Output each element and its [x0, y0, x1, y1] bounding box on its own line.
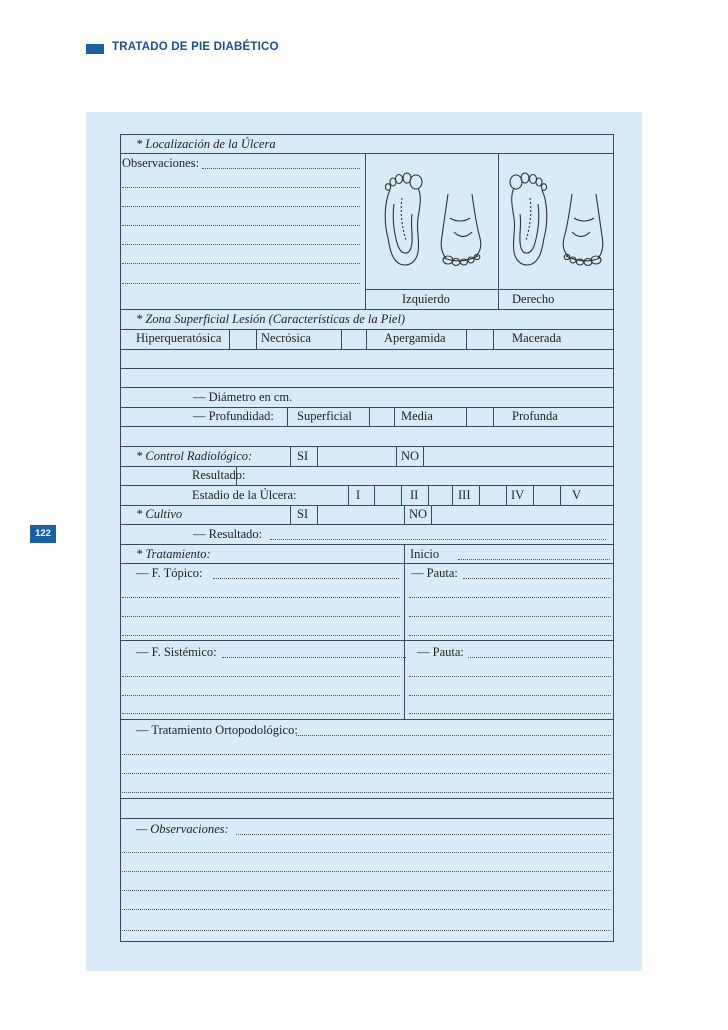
radiologico-no[interactable]: NO [401, 449, 420, 463]
col-line [560, 485, 561, 505]
dotted-line[interactable] [236, 834, 611, 835]
grade-v[interactable]: V [572, 488, 582, 502]
grade-iii[interactable]: III [458, 488, 471, 502]
row-line [120, 640, 614, 641]
col-line [423, 446, 424, 466]
col-line [317, 446, 318, 466]
col-line [256, 329, 257, 349]
dotted-line[interactable] [409, 713, 611, 714]
dotted-line[interactable] [122, 930, 611, 931]
row-line [120, 524, 614, 525]
dotted-line[interactable] [122, 890, 611, 891]
topico-label: — F. Tópico: [136, 566, 203, 580]
row-line [120, 485, 614, 486]
col-line [229, 329, 230, 349]
localizacion-title: * Localización de la Úlcera [136, 137, 276, 151]
row-line [120, 818, 614, 819]
dotted-line[interactable] [122, 852, 611, 853]
dotted-line[interactable] [222, 657, 406, 658]
ortopodologico-label: — Tratamiento Ortopodológico: [136, 723, 298, 737]
option-macerada[interactable]: Macerada [512, 331, 562, 345]
dotted-line[interactable] [409, 676, 611, 677]
dotted-line[interactable] [122, 597, 400, 598]
grade-ii[interactable]: II [410, 488, 419, 502]
right-foot-sole-icon [506, 168, 552, 268]
header-accent-bar [86, 44, 104, 54]
row-line [120, 407, 614, 408]
running-header-title: TRATADO DE PIE DIABÉTICO [112, 41, 279, 53]
cultivo-title: * Cultivo [136, 507, 183, 521]
col-line [287, 407, 288, 426]
diametro-label: — Diámetro en cm. [193, 390, 293, 404]
col-line [341, 329, 342, 349]
col-line [369, 407, 370, 426]
dotted-line[interactable] [463, 578, 611, 579]
dotted-line[interactable] [122, 871, 611, 872]
option-apergamida[interactable]: Apergamida [384, 331, 446, 345]
dotted-line[interactable] [122, 225, 360, 226]
col-line [290, 505, 291, 524]
row-line [120, 446, 614, 447]
right-foot-label: Derecho [512, 292, 555, 306]
dotted-line[interactable] [409, 635, 611, 636]
dotted-line[interactable] [122, 635, 400, 636]
grade-i[interactable]: I [356, 488, 361, 502]
profundidad-label: — Profundidad: [193, 409, 274, 423]
row-line [120, 349, 614, 350]
page-number-tab: 122 [30, 525, 56, 543]
row-line [120, 505, 614, 506]
zona-title: * Zona Superficial Lesión (Características de la Piel) [136, 312, 406, 326]
row-line [120, 153, 614, 154]
dotted-line[interactable] [122, 773, 611, 774]
radiologico-resultado: Resultado: [192, 468, 246, 482]
col-line [366, 329, 367, 349]
tratamiento-title: * Tratamiento: [136, 547, 211, 561]
dotted-line[interactable] [122, 792, 611, 793]
left-foot-dorsal-icon [436, 188, 486, 268]
dotted-line[interactable] [122, 616, 400, 617]
dotted-line[interactable] [122, 263, 360, 264]
grade-iv[interactable]: IV [511, 488, 525, 502]
row-line [120, 368, 614, 369]
dotted-line[interactable] [409, 616, 611, 617]
dotted-line[interactable] [122, 244, 360, 245]
right-foot-dorsal-icon [558, 188, 608, 268]
dotted-line[interactable] [409, 695, 611, 696]
col-line [479, 485, 480, 505]
dotted-line[interactable] [122, 283, 360, 284]
row-line [120, 719, 614, 720]
col-line [348, 485, 349, 505]
col-line [466, 329, 467, 349]
dotted-line[interactable] [458, 559, 610, 560]
cultivo-si[interactable]: SI [297, 507, 309, 521]
col-line [452, 485, 453, 505]
sistemico-pauta-label: — Pauta: [417, 645, 464, 659]
dotted-line[interactable] [468, 657, 611, 658]
col-line [374, 485, 375, 505]
dotted-line[interactable] [122, 695, 400, 696]
col-line [498, 153, 499, 309]
row-line [120, 466, 614, 467]
dotted-line[interactable] [296, 735, 611, 736]
dotted-line[interactable] [202, 168, 360, 169]
dotted-line[interactable] [122, 206, 360, 207]
row-line [120, 426, 614, 427]
radiologico-si[interactable]: SI [297, 449, 309, 463]
cultivo-no[interactable]: NO [409, 507, 428, 521]
col-line [493, 329, 494, 349]
col-line [466, 407, 467, 426]
row-line [120, 798, 614, 799]
col-line [506, 485, 507, 505]
col-line [396, 446, 397, 466]
cultivo-resultado: — Resultado: [193, 527, 263, 541]
dotted-line[interactable] [213, 578, 399, 579]
col-line [365, 153, 366, 309]
row-line [120, 563, 614, 564]
row-line [120, 329, 614, 330]
radiologico-title: * Control Radiológico: [136, 449, 253, 463]
option-profunda[interactable]: Profunda [512, 409, 558, 423]
col-line [533, 485, 534, 505]
dotted-line[interactable] [122, 676, 400, 677]
row-line [120, 387, 614, 388]
dotted-line[interactable] [409, 597, 611, 598]
option-superficial[interactable]: Superficial [297, 409, 352, 423]
col-line [431, 505, 432, 524]
col-line [404, 544, 405, 719]
option-media[interactable]: Media [401, 409, 433, 423]
estadio-label: Estadio de la Úlcera: [192, 488, 297, 502]
col-line [317, 505, 318, 524]
option-hiperqueratosica[interactable]: Hiperqueratósica [136, 331, 222, 345]
row-line [120, 544, 614, 545]
col-line [428, 485, 429, 505]
observaciones-final-label: — Observaciones: [136, 822, 229, 836]
row-line [120, 309, 614, 310]
col-line [401, 485, 402, 505]
col-line [493, 407, 494, 426]
dotted-line[interactable] [270, 539, 606, 540]
dotted-line[interactable] [122, 713, 400, 714]
left-foot-sole-icon [380, 168, 426, 268]
col-line [290, 446, 291, 466]
option-necrosica[interactable]: Necrósica [261, 331, 311, 345]
tratamiento-inicio: Inicio [410, 547, 440, 561]
topico-pauta-label: — Pauta: [411, 566, 458, 580]
col-line [404, 505, 405, 524]
col-line [394, 407, 395, 426]
dotted-line[interactable] [122, 909, 611, 910]
observaciones-label: Observaciones: [122, 156, 200, 170]
left-foot-label: Izquierdo [402, 292, 450, 306]
dotted-line[interactable] [122, 754, 611, 755]
dotted-line[interactable] [122, 187, 360, 188]
row-line [365, 289, 614, 290]
sistemico-label: — F. Sistémico: [136, 645, 217, 659]
